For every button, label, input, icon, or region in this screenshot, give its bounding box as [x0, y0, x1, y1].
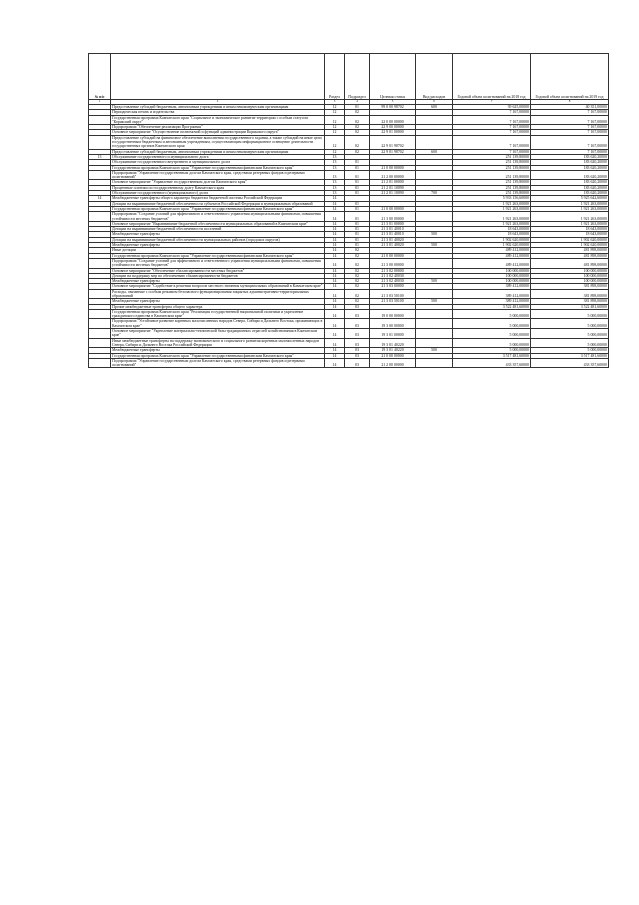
row-expense-type — [416, 319, 453, 329]
row-subsection: 02 — [345, 284, 370, 289]
row-section: 14 — [325, 253, 345, 258]
row-name: Основное мероприятие "Укрепление материально-технической базы традиционных отраслей хозяйствования в Камчатском крае" — [111, 329, 325, 339]
row-section: 14 — [325, 237, 345, 242]
row-name: Дотации на выравнивание бюджетной обеспеченности поселений — [111, 227, 325, 232]
row-number: 14 — [89, 196, 111, 201]
row-target-article: 19 3 01 00000 — [370, 329, 416, 339]
row-amount-2019: 1 921 263,00000 — [531, 206, 609, 211]
row-amount-2018: 5 000,00000 — [453, 319, 531, 329]
row-name: Межбюджетные трансферты общего характера бюджетам бюджетной системы Российской Федерации — [111, 196, 325, 201]
row-target-article: 99 0 00 98702 — [370, 105, 416, 110]
row-target-article: 21 3 00 00000 — [370, 212, 416, 222]
row-expense-type — [416, 289, 453, 299]
row-target-article: 21 3 02 40030 — [370, 279, 416, 284]
row-name: Основное мероприятие "Выравнивание бюджетной обеспеченности муниципальных образований в Камчатском крае" — [111, 221, 325, 226]
row-target-article: 22 9 01 98702 — [370, 149, 416, 154]
row-section: 14 — [325, 338, 345, 348]
row-target-article: 21 3 01 40010 — [370, 227, 416, 232]
row-amount-2019: 5 000,00000 — [531, 338, 609, 348]
table-row — [89, 329, 609, 339]
row-subsection: 03 — [345, 358, 370, 368]
row-amount-2019: 18 643,00000 — [531, 232, 609, 237]
row-name: Иные дотации — [111, 248, 325, 253]
row-amount-2018: 18 643,00000 — [453, 232, 531, 237]
row-amount-2018: 251 139,80000 — [453, 185, 531, 190]
row-target-article: 21 0 00 00000 — [370, 165, 416, 170]
row-section: 14 — [325, 299, 345, 304]
row-target-article: 22 9 01 98702 — [370, 135, 416, 149]
row-amount-2019: 1 902 620,00000 — [531, 237, 609, 242]
row-expense-type: 600 — [416, 105, 453, 110]
row-amount-2019: 100 000,00000 — [531, 273, 609, 278]
row-subsection: 02 — [345, 130, 370, 135]
row-name: Дотации на поддержку мер по обеспечению сбалансированности бюджетов — [111, 273, 325, 278]
row-amount-2018: 1 921 263,00000 — [453, 206, 531, 211]
row-expense-type: 500 — [416, 279, 453, 284]
table-row — [89, 170, 609, 180]
row-subsection: 03 — [345, 353, 370, 358]
row-subsection: 02 — [345, 149, 370, 154]
row-subsection: 03 — [345, 329, 370, 339]
row-section: 14 — [325, 258, 345, 268]
row-amount-2018: 7 167,00000 — [453, 149, 531, 154]
row-amount-2018: 489 412,00000 — [453, 258, 531, 268]
row-subsection: 03 — [345, 338, 370, 348]
row-expense-type — [416, 309, 453, 319]
row-amount-2019: 40 351,00000 — [531, 105, 609, 110]
row-name: Предоставление субсидий бюджетным, автономным учреждениям и иным некоммерческим организациям — [111, 149, 325, 154]
row-subsection: 01 — [345, 227, 370, 232]
row-section: 13 — [325, 185, 345, 190]
row-section: 14 — [325, 353, 345, 358]
row-amount-2019: 183 620,20000 — [531, 185, 609, 190]
table-row — [89, 135, 609, 149]
header-name — [111, 54, 325, 100]
row-name: Межбюджетные трансферты — [111, 299, 325, 304]
header-no: № п/п — [89, 54, 111, 100]
row-number — [89, 358, 111, 368]
row-subsection: 03 — [345, 348, 370, 353]
row-section: 13 — [325, 154, 345, 159]
row-amount-2018: 389 412,00000 — [453, 284, 531, 289]
row-name: Предоставление субсидий бюджетным, автономным учреждениям и иным некоммерческим организациям — [111, 105, 325, 110]
row-amount-2019: 381 898,00000 — [531, 289, 609, 299]
row-name: Расходы, связанные с особым режимом безопасного функционирования закрытых административно-территориальных образований — [111, 289, 325, 299]
row-name: Подпрограмма "Создание условий для эффективного и ответственного управления муниципальными финансами, повышения устойчивости местных бюджетов" — [111, 258, 325, 268]
row-amount-2018: 100 000,00000 — [453, 279, 531, 284]
row-amount-2019: 7 167,00000 — [531, 135, 609, 149]
row-subsection: 02 — [345, 258, 370, 268]
row-amount-2018: 251 139,80000 — [453, 160, 531, 165]
row-subsection: 01 — [345, 221, 370, 226]
row-name: Процентные платежи по государственному долгу Камчатского края — [111, 185, 325, 190]
row-number — [89, 338, 111, 348]
row-amount-2018: 5 000,00000 — [453, 348, 531, 353]
row-target-article: 21 0 00 00000 — [370, 353, 416, 358]
table-row — [89, 338, 609, 348]
row-name: Подпрограмма "Обеспечение реализации Программы" — [111, 125, 325, 130]
row-subsection: 01 — [345, 105, 370, 110]
row-section: 14 — [325, 348, 345, 353]
row-subsection: 02 — [345, 125, 370, 130]
row-target-article: 21 2 01 00000 — [370, 180, 416, 185]
row-target-article: 21 3 03 00000 — [370, 284, 416, 289]
row-target-article: 21 3 02 40030 — [370, 273, 416, 278]
row-target-article: 19 3 01 40220 — [370, 348, 416, 353]
row-amount-2018: 3 517 481,60000 — [453, 353, 531, 358]
row-subsection: 02 — [345, 299, 370, 304]
row-amount-2019: 183 620,20000 — [531, 170, 609, 180]
row-target-article: 19 3 01 40220 — [370, 338, 416, 348]
row-expense-type: 500 — [416, 299, 453, 304]
row-number — [89, 212, 111, 222]
table-row — [89, 115, 609, 125]
row-subsection: 02 — [345, 135, 370, 149]
row-number — [89, 135, 111, 149]
row-amount-2018: 100 000,00000 — [453, 273, 531, 278]
row-number: 13 — [89, 154, 111, 159]
row-expense-type — [416, 258, 453, 268]
row-amount-2019: 183 620,20000 — [531, 191, 609, 196]
row-amount-2018: 7 167,00000 — [453, 110, 531, 115]
row-name: Государственная программа Камчатского края "Управление государственными финансами Камчатского края" — [111, 353, 325, 358]
row-amount-2019: 5 000,00000 — [531, 348, 609, 353]
row-target-article: 22 9 01 00000 — [370, 130, 416, 135]
row-subsection: 01 — [345, 206, 370, 211]
row-section: 14 — [325, 201, 345, 206]
row-section: 13 — [325, 165, 345, 170]
row-name: Основное мероприятие "Управление государственным долгом Камчатского края" — [111, 180, 325, 185]
row-amount-2018: 7 167,00000 — [453, 115, 531, 125]
row-expense-type — [416, 115, 453, 125]
row-name: Межбюджетные трансферты — [111, 279, 325, 284]
row-section: 13 — [325, 191, 345, 196]
row-subsection: 02 — [345, 253, 370, 258]
row-name: Обслуживание государственного (муниципального) долга — [111, 191, 325, 196]
row-name: Государственная программа Камчатского края "Социальное и экономическое развитие территории с особым статусом "Корякский округ" — [111, 115, 325, 125]
row-amount-2019: 1 902 620,00000 — [531, 243, 609, 248]
row-subsection: 02 — [345, 110, 370, 115]
row-section: 14 — [325, 319, 345, 329]
row-amount-2019: 381 898,00000 — [531, 299, 609, 304]
table-row — [89, 289, 609, 299]
row-expense-type: 500 — [416, 348, 453, 353]
row-amount-2019: 5 000,00000 — [531, 329, 609, 339]
header-subsection: Подраздел — [345, 54, 370, 100]
row-amount-2018: 7 167,00000 — [453, 125, 531, 130]
row-subsection: 01 — [345, 165, 370, 170]
row-subsection: 03 — [345, 309, 370, 319]
row-amount-2019: 5 000,00000 — [531, 309, 609, 319]
row-subsection: 01 — [345, 243, 370, 248]
column-number: 1 — [89, 100, 111, 105]
row-name: Обслуживание государственного внутреннего и муниципального долга — [111, 160, 325, 165]
row-amount-2018: 1 921 263,00000 — [453, 221, 531, 226]
row-section: 14 — [325, 309, 345, 319]
row-section: 14 — [325, 268, 345, 273]
row-section: 14 — [325, 221, 345, 226]
row-expense-type — [416, 338, 453, 348]
row-amount-2018: 389 412,00000 — [453, 299, 531, 304]
column-number: 8 — [531, 100, 609, 105]
row-amount-2018: 251 139,80000 — [453, 191, 531, 196]
row-name: Основное мероприятие "Обеспечение сбалансированности местных бюджетов" — [111, 268, 325, 273]
row-amount-2018: 5 000,00000 — [453, 329, 531, 339]
row-number — [89, 319, 111, 329]
row-section: 12 — [325, 130, 345, 135]
row-amount-2019: 481 898,00000 — [531, 253, 609, 258]
header-target-article: Целевая статья — [370, 54, 416, 100]
row-amount-2019: 3 517 481,60000 — [531, 353, 609, 358]
row-section: 14 — [325, 273, 345, 278]
row-expense-type: 600 — [416, 149, 453, 154]
row-amount-2019: 433 357,60000 — [531, 358, 609, 368]
row-section: 12 — [325, 115, 345, 125]
row-number — [89, 329, 111, 339]
row-subsection: 02 — [345, 279, 370, 284]
row-section: 14 — [325, 289, 345, 299]
row-section: 14 — [325, 196, 345, 201]
row-amount-2018: 7 167,00000 — [453, 135, 531, 149]
row-subsection: 03 — [345, 319, 370, 329]
row-expense-type — [416, 329, 453, 339]
row-target-article: 21 3 01 40010 — [370, 232, 416, 237]
row-expense-type: 700 — [416, 191, 453, 196]
row-name: Предоставление субсидий на финансовое обеспечение выполнения государственного задания, а также субсидий на иные цели государственным бюджетным и автономным учреждениям, осуществляющим информационное освещение деятельности государственных органов Камчатского края — [111, 135, 325, 149]
row-amount-2019: 481 898,00000 — [531, 248, 609, 253]
row-subsection: 01 — [345, 237, 370, 242]
row-target-article: 22 0 00 00000 — [370, 115, 416, 125]
row-name: Дотации на выравнивание бюджетной обеспеченности муниципальных районов (городских округов) — [111, 237, 325, 242]
row-amount-2019: 7 167,00000 — [531, 110, 609, 115]
row-expense-type — [416, 170, 453, 180]
column-number: 2 — [111, 100, 325, 105]
row-amount-2019: 183 620,20000 — [531, 165, 609, 170]
row-subsection: 01 — [345, 180, 370, 185]
row-section: 14 — [325, 232, 345, 237]
row-name: Подпрограмма "Управление государственным долгом Камчатского края, средствами резервных фондов и резервами ассигнований" — [111, 170, 325, 180]
row-section: 13 — [325, 170, 345, 180]
row-target-article: 21 2 00 00000 — [370, 358, 416, 368]
row-amount-2018: 5 000,00000 — [453, 338, 531, 348]
header-section: Раздел — [325, 54, 345, 100]
row-name: Государственная программа Камчатского края "Управление государственными финансами Камчатского края" — [111, 165, 325, 170]
row-subsection: 02 — [345, 289, 370, 299]
row-amount-2018: 3 522 481,60000 — [453, 304, 531, 309]
row-amount-2018: 1 921 263,00000 — [453, 201, 531, 206]
row-section: 14 — [325, 279, 345, 284]
row-amount-2019: 1 921 263,00000 — [531, 212, 609, 222]
row-target-article: 21 3 01 40020 — [370, 237, 416, 242]
row-name: Государственная программа Камчатского края "Реализация государственной национальной политики и укрепление гражданского единства в Камчатском крае" — [111, 309, 325, 319]
row-section: 14 — [325, 206, 345, 211]
row-name: Основное мероприятие "Осуществление полномочий и функций администрации Корякского округа" — [111, 130, 325, 135]
row-section: 14 — [325, 329, 345, 339]
row-name: Государственная программа Камчатского края "Управление государственными финансами Камчатского края" — [111, 253, 325, 258]
table-row — [89, 319, 609, 329]
row-amount-2019: 381 898,00000 — [531, 284, 609, 289]
row-name: Прочие межбюджетные трансферты общего характера — [111, 304, 325, 309]
row-target-article: 22 9 00 00000 — [370, 125, 416, 130]
row-amount-2019: 18 643,00000 — [531, 227, 609, 232]
column-number: 6 — [416, 100, 453, 105]
row-subsection: 01 — [345, 191, 370, 196]
row-amount-2019: 183 620,20000 — [531, 154, 609, 159]
row-expense-type — [416, 135, 453, 149]
row-name: Обслуживание государственного и муниципального долга — [111, 154, 325, 159]
row-amount-2019: 481 898,00000 — [531, 258, 609, 268]
row-target-article: 19 3 00 00000 — [370, 319, 416, 329]
row-target-article: 21 2 01 10090 — [370, 185, 416, 190]
column-number: 7 — [453, 100, 531, 105]
row-amount-2018: 5 000,00000 — [453, 309, 531, 319]
header-expense-type: Вид расходов — [416, 54, 453, 100]
row-name: Межбюджетные трансферты — [111, 232, 325, 237]
row-amount-2019: 7 167,00000 — [531, 125, 609, 130]
row-name: Иные межбюджетные трансферты на поддержку экономического и социального развития коренных малочисленных народов Севера, Сибири и Дальнего Востока Российской Федерации — [111, 338, 325, 348]
table-row — [89, 258, 609, 268]
row-name: Основное мероприятие "Содействие в решении вопросов местного значения муниципальных образований в Камчатском крае" — [111, 284, 325, 289]
row-amount-2018: 251 139,80000 — [453, 165, 531, 170]
row-amount-2018: 5 933 156,60000 — [453, 196, 531, 201]
row-amount-2018: 39 625,00000 — [453, 105, 531, 110]
header-volume-2019: Годовой объем ассигнований на 2019 год — [531, 54, 609, 100]
row-section: 12 — [325, 135, 345, 149]
table-header — [89, 54, 609, 105]
row-amount-2019: 7 167,00000 — [531, 149, 609, 154]
row-amount-2019: 100 000,00000 — [531, 279, 609, 284]
row-amount-2018: 1 902 620,00000 — [453, 243, 531, 248]
row-amount-2018: 18 643,00000 — [453, 227, 531, 232]
row-amount-2018: 251 139,80000 — [453, 180, 531, 185]
row-section: 12 — [325, 110, 345, 115]
row-target-article: 21 3 03 50100 — [370, 299, 416, 304]
row-amount-2018: 7 167,00000 — [453, 130, 531, 135]
row-name: Государственная программа Камчатского края "Управление государственными финансами Камчатского края" — [111, 206, 325, 211]
row-name: Дотации на выравнивание бюджетной обеспеченности субъектов Российской Федерации и муниципальных образований — [111, 201, 325, 206]
table-body — [89, 105, 609, 368]
row-amount-2018: 489 412,00000 — [453, 248, 531, 253]
row-section: 14 — [325, 227, 345, 232]
row-target-article: 19 0 00 00000 — [370, 309, 416, 319]
row-amount-2018: 489 412,00000 — [453, 253, 531, 258]
row-subsection: 01 — [345, 232, 370, 237]
row-target-article: 21 3 00 00000 — [370, 258, 416, 268]
row-target-article: 21 3 01 00000 — [370, 221, 416, 226]
row-subsection: 02 — [345, 268, 370, 273]
row-section: 14 — [325, 304, 345, 309]
row-subsection: 01 — [345, 170, 370, 180]
row-amount-2018: 251 139,80000 — [453, 154, 531, 159]
row-expense-type — [416, 212, 453, 222]
row-amount-2019: 1 921 263,00000 — [531, 201, 609, 206]
row-section: 14 — [325, 248, 345, 253]
row-number — [89, 309, 111, 319]
row-expense-type: 500 — [416, 243, 453, 248]
budget-table — [88, 53, 609, 368]
row-target-article: 21 2 00 00000 — [370, 170, 416, 180]
row-section: 14 — [325, 358, 345, 368]
row-section: 12 — [325, 125, 345, 130]
column-number: 4 — [345, 100, 370, 105]
row-amount-2018: 1 921 263,00000 — [453, 212, 531, 222]
row-amount-2019: 7 167,00000 — [531, 130, 609, 135]
row-amount-2018: 433 357,60000 — [453, 358, 531, 368]
row-amount-2018: 100 000,00000 — [453, 268, 531, 273]
row-target-article: 21 0 00 00000 — [370, 206, 416, 211]
row-amount-2019: 183 620,20000 — [531, 180, 609, 185]
row-section: 14 — [325, 243, 345, 248]
row-name: Подпрограмма "Устойчивое развитие коренных малочисленных народов Севера, Сибири и Дальнего Востока, проживающих в Камчатском крае" — [111, 319, 325, 329]
row-target-article: 21 0 00 00000 — [370, 253, 416, 258]
row-amount-2019: 5 000,00000 — [531, 319, 609, 329]
row-subsection: 02 — [345, 273, 370, 278]
row-subsection: 01 — [345, 201, 370, 206]
row-amount-2019: 100 000,00000 — [531, 268, 609, 273]
table-row — [89, 309, 609, 319]
row-target-article: 21 3 03 50100 — [370, 289, 416, 299]
row-target-article: 21 3 02 00000 — [370, 268, 416, 273]
table-row — [89, 212, 609, 222]
row-amount-2018: 389 412,00000 — [453, 289, 531, 299]
row-name: Подпрограмма "Создание условий для эффективного и ответственного управления муниципальными финансами, повышения устойчивости местных бюджетов" — [111, 212, 325, 222]
row-amount-2018: 251 139,80000 — [453, 170, 531, 180]
row-subsection: 01 — [345, 160, 370, 165]
row-section: 13 — [325, 160, 345, 165]
row-amount-2019: 7 167,00000 — [531, 115, 609, 125]
row-name: Подпрограмма "Управление государственным долгом Камчатского края, средствами резервных фондов и резервами ассигнований" — [111, 358, 325, 368]
row-subsection: 01 — [345, 212, 370, 222]
row-section: 13 — [325, 180, 345, 185]
row-target-article: 21 2 01 10090 — [370, 191, 416, 196]
column-number: 3 — [325, 100, 345, 105]
row-subsection: 02 — [345, 248, 370, 253]
row-subsection: 02 — [345, 115, 370, 125]
row-expense-type: 500 — [416, 232, 453, 237]
row-amount-2018: 1 902 620,00000 — [453, 237, 531, 242]
row-subsection: 01 — [345, 185, 370, 190]
row-name: Межбюджетные трансферты — [111, 243, 325, 248]
row-target-article: 21 3 01 40020 — [370, 243, 416, 248]
row-section: 12 — [325, 149, 345, 154]
row-section: 14 — [325, 284, 345, 289]
row-number — [89, 289, 111, 299]
column-number: 5 — [370, 100, 416, 105]
row-number — [89, 170, 111, 180]
header-volume-2018: Годовой объем ассигнований на 2018 год — [453, 54, 531, 100]
row-expense-type — [416, 358, 453, 368]
row-name: Межбюджетные трансферты — [111, 348, 325, 353]
row-section: 14 — [325, 212, 345, 222]
row-number — [89, 258, 111, 268]
row-section: 12 — [325, 105, 345, 110]
table-row — [89, 358, 609, 368]
row-amount-2019: 183 620,20000 — [531, 160, 609, 165]
budget-table-page — [88, 53, 608, 368]
row-amount-2019: 1 921 263,00000 — [531, 221, 609, 226]
row-name: Периодическая печать и издательства — [111, 110, 325, 115]
row-amount-2019: 3 522 481,60000 — [531, 304, 609, 309]
row-number — [89, 115, 111, 125]
row-amount-2019: 5 925 642,60000 — [531, 196, 609, 201]
row-subsection: 03 — [345, 304, 370, 309]
